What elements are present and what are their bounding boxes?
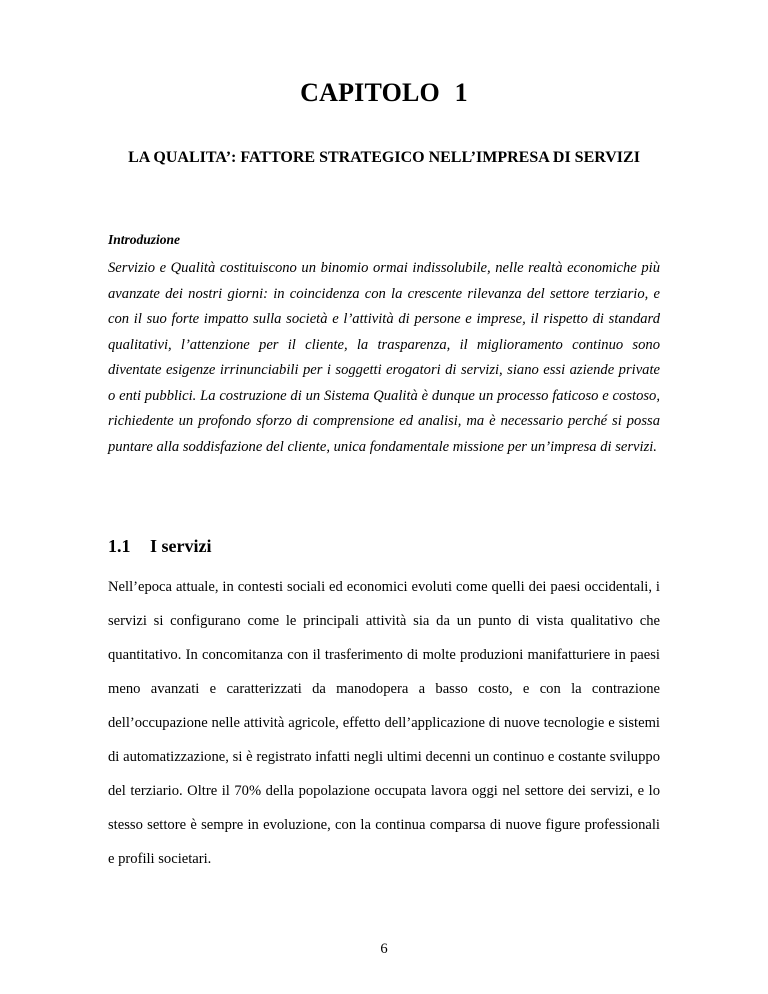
section-number: 1.1 xyxy=(108,536,131,556)
page-number: 6 xyxy=(380,941,388,957)
introduction-paragraph: Servizio e Qualità costituiscono un binomio ormai indissolubile, nelle realtà economiche più avanzate dei nostri giorni: in coincidenza con la crescente rilevanza del settore terziario, e con il suo forte impatto sulla società e l’attività di persone e imprese, il rispetto di standard qualitativi, l’attenzione per il cliente, la trasparenza, il miglioramento continuo sono diventate esigenze irrinunciabili per i soggetti erogatori di servizi, siano essi aziende private o enti pubblici. La costruzione di un Sistema Qualità è dunque un processo faticoso e costoso, richiedente un profondo sforzo di comprensione ed analisi, ma è necessario perché si possa puntare alla soddisfazione del cliente, unica fondamentale missione per un’impresa di servizi. xyxy=(108,260,660,455)
chapter-title: CAPITOLO 1 xyxy=(300,78,468,107)
section-paragraph: Nell’epoca attuale, in contesti sociali ed economici evoluti come quelli dei paesi occidentali, i servizi si configurano come le principali attività sia da un punto di vista qualitativo che quantitativo. In concomitanza con il trasferimento di molte produzioni manifatturiere in paesi meno avanzati e caratterizzati da manodopera a basso costo, e con la contrazione dell’occupazione nelle attività agricole, effetto dell’applicazione di nuove tecnologie e sistemi di automatizzazione, si è registrato infatti negli ultimi decenni un continuo e costante sviluppo del terziario. Oltre il 70% della popolazione occupata lavora oggi nel settore dei servizi, e lo stesso settore è sempre in evoluzione, con la continua comparsa di nuove figure professionali e profili societari. xyxy=(108,579,660,867)
chapter-subtitle: LA QUALITA’: FATTORE STRATEGICO NELL’IMPRESA DI SERVIZI xyxy=(128,149,640,166)
section-heading xyxy=(108,536,211,557)
section-title: I servizi xyxy=(150,536,212,556)
introduction-heading: Introduzione xyxy=(108,232,181,247)
